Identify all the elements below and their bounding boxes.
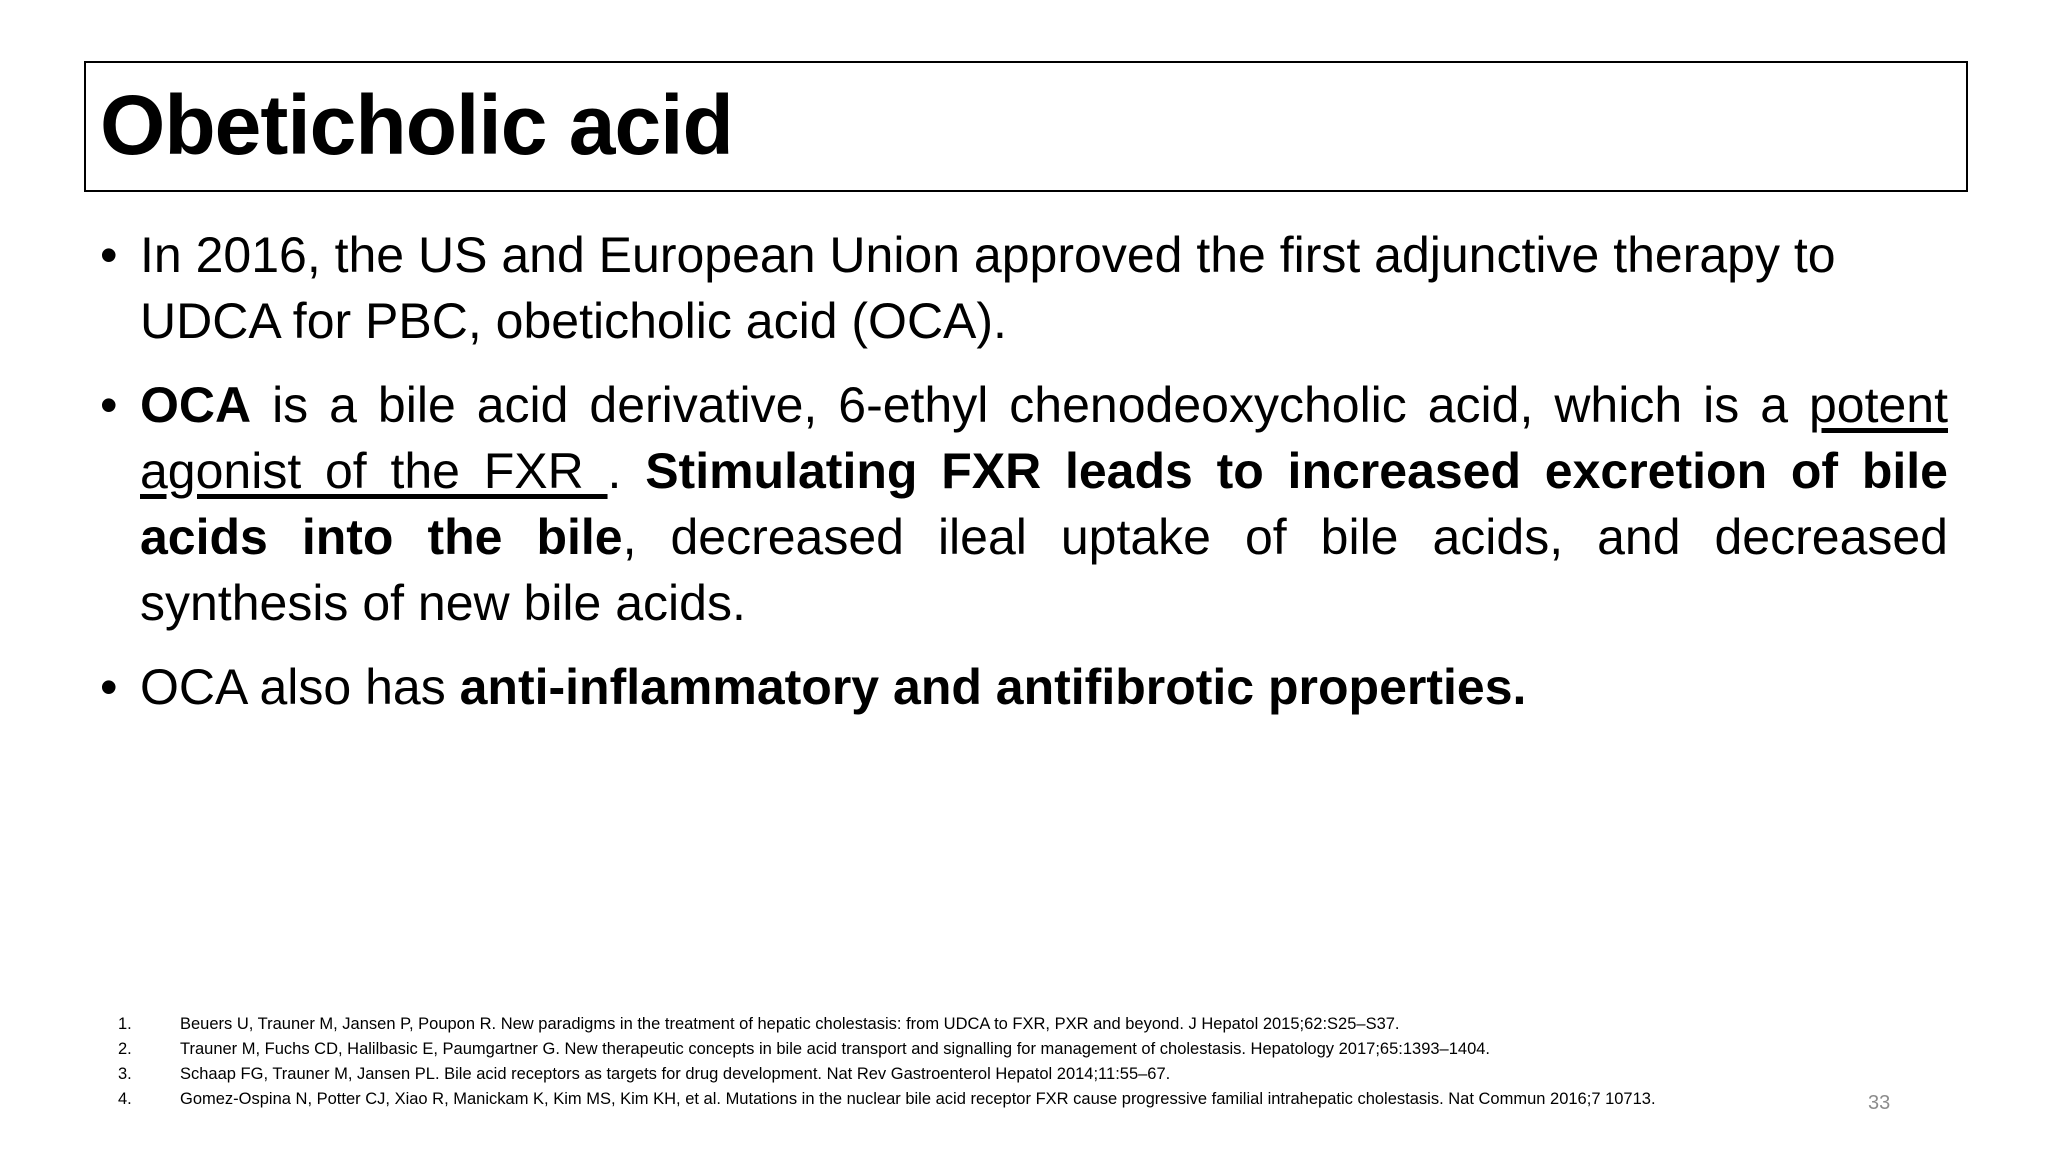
bullet-dot-icon: • bbox=[100, 377, 118, 433]
reference-item bbox=[118, 1062, 1918, 1087]
reference-number: 3. bbox=[118, 1065, 132, 1083]
reference-number: 4. bbox=[118, 1090, 132, 1108]
bullet-text: is a bile acid derivative, 6-ethyl chenodeoxycholic acid, which is a bbox=[251, 377, 1809, 433]
bullet-text: , decreased ileal uptake of bile acids, and decreased synthesis of new bile acids. bbox=[140, 509, 1948, 631]
bullet-item-2 bbox=[96, 372, 1948, 636]
page-number: 33 bbox=[1868, 1092, 1891, 1114]
title-box bbox=[84, 61, 1968, 192]
reference-text: Gomez-Ospina N, Potter CJ, Xiao R, Manickam K, Kim MS, Kim KH, et al. Mutations in the nuclear bile acid receptor FXR cause progressive familial intrahepatic cholestasis. Nat Commun 2016;7 10713. bbox=[180, 1090, 1656, 1108]
reference-list bbox=[118, 1012, 1918, 1112]
underlined-phrase: potent agonist of the FXR bbox=[140, 377, 1948, 499]
reference-number: 1. bbox=[118, 1015, 132, 1033]
reference-text: Trauner M, Fuchs CD, Halilbasic E, Paumgartner G. New therapeutic concepts in bile acid transport and signalling for management of cholestasis. Hepatology 2017;65:1393–1404. bbox=[180, 1040, 1491, 1058]
bullet-bold-phrase: Stimulating FXR leads to increased excretion of bile acids into the bile bbox=[140, 443, 1948, 565]
bullet-list bbox=[96, 222, 1948, 738]
reference-item bbox=[118, 1087, 1918, 1112]
bullet-dot-icon: • bbox=[100, 227, 118, 283]
bullet-item-3 bbox=[96, 654, 1948, 720]
bullet-bold-phrase: anti-inflammatory and antifibrotic properties. bbox=[459, 659, 1527, 715]
reference-item bbox=[118, 1037, 1918, 1062]
reference-text: Beuers U, Trauner M, Jansen P, Poupon R. New paradigms in the treatment of hepatic cholestasis: from UDCA to FXR, PXR and beyond. J Hepatol 2015;62:S25–S37. bbox=[180, 1015, 1400, 1033]
bullet-text: In 2016, the US and European Union approved the first adjunctive therapy to UDCA for PBC, obeticholic acid (OCA). bbox=[140, 227, 1836, 349]
reference-item bbox=[118, 1012, 1918, 1037]
reference-text: Schaap FG, Trauner M, Jansen PL. Bile acid receptors as targets for drug development. Nat Rev Gastroenterol Hepatol 2014;11:55–67. bbox=[180, 1065, 1171, 1083]
bullet-dot-icon: • bbox=[100, 659, 118, 715]
bullet-bold-term: OCA bbox=[140, 377, 252, 433]
bullet-item-1 bbox=[96, 222, 1948, 354]
bullet-text: . bbox=[607, 443, 646, 499]
slide-title: Obeticholic acid bbox=[100, 78, 733, 172]
bullet-text: OCA also has bbox=[140, 659, 460, 715]
reference-number: 2. bbox=[118, 1040, 132, 1058]
